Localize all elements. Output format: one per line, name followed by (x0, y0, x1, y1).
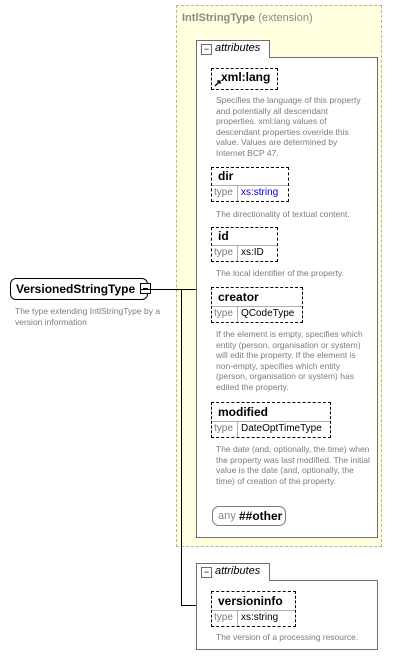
extension-title (182, 12, 313, 24)
attribute-name: dir (218, 169, 234, 183)
type-value-link[interactable]: xs:string (241, 187, 279, 198)
attribute-description: The version of a processing resource. (216, 632, 359, 642)
attribute-name: id (218, 229, 229, 243)
attribute-description: If the element is empty, specifies which entity (person, organisation or system) will edit the property. If the element is non-empty, specifies which entity (person, organisation or system) has edited the property. (216, 329, 363, 392)
extension-type-name: IntlStringType (182, 12, 256, 24)
attribute-name: xml:lang (221, 70, 271, 84)
attribute-description: The local identifier of the property. (216, 268, 344, 278)
attribute-dir[interactable] (211, 167, 289, 202)
attributes-group-tab[interactable] (196, 563, 270, 581)
minus-box-icon[interactable]: − (201, 567, 212, 578)
any-other-wildcard[interactable] (212, 506, 286, 526)
type-label: type (214, 247, 233, 258)
attribute-type-row (212, 245, 277, 261)
extension-kind: (extension) (258, 12, 313, 24)
attribute-name: versioninfo (218, 594, 283, 608)
any-label: any (218, 510, 236, 522)
attributes-group-tab[interactable] (196, 40, 270, 58)
element-description: The type extending IntlStringType by a version information (15, 306, 161, 327)
attribute-name: modified (218, 405, 268, 419)
type-value: xs:ID (241, 247, 264, 258)
connector-line (141, 289, 149, 290)
type-value: xs:string (241, 612, 279, 623)
attribute-type-row (212, 421, 330, 437)
type-label: type (214, 308, 233, 319)
element-name: VersionedStringType (16, 282, 136, 296)
attribute-description: Specifies the language of this property and potentially all descendant properties. xml:lang values of descendant properties override this value. Values are determined by Internet BCP 47. (216, 95, 361, 158)
type-value: QCodeType (241, 308, 295, 319)
connector-line (181, 289, 182, 606)
minus-box-icon[interactable]: − (201, 44, 212, 55)
attributes-group-label: attributes (215, 42, 261, 54)
attribute-description: The directionality of textual content. (216, 209, 350, 219)
attribute-description: The date (and, optionally, the time) when the property was last modified. The initial value is the date (and, optionally, the time) of creation of the property. (216, 444, 370, 486)
attribute-xml-lang[interactable] (211, 68, 278, 90)
type-label: type (214, 612, 233, 623)
type-label: type (214, 423, 233, 434)
connector-line (149, 289, 196, 290)
type-label: type (214, 187, 233, 198)
attribute-modified[interactable] (211, 402, 331, 438)
attribute-type-row (212, 306, 302, 322)
attribute-name: creator (218, 290, 259, 304)
attribute-creator[interactable] (211, 287, 303, 323)
attribute-type-row (212, 610, 295, 626)
attribute-id[interactable] (211, 227, 278, 262)
attribute-versioninfo[interactable] (211, 591, 296, 627)
versioned-string-type-element[interactable] (10, 278, 148, 300)
any-value: ##other (239, 509, 283, 523)
attributes-group-label: attributes (215, 565, 261, 577)
attribute-type-row (212, 185, 288, 201)
type-value: DateOptTimeType (241, 423, 322, 434)
connector-line (181, 605, 196, 606)
